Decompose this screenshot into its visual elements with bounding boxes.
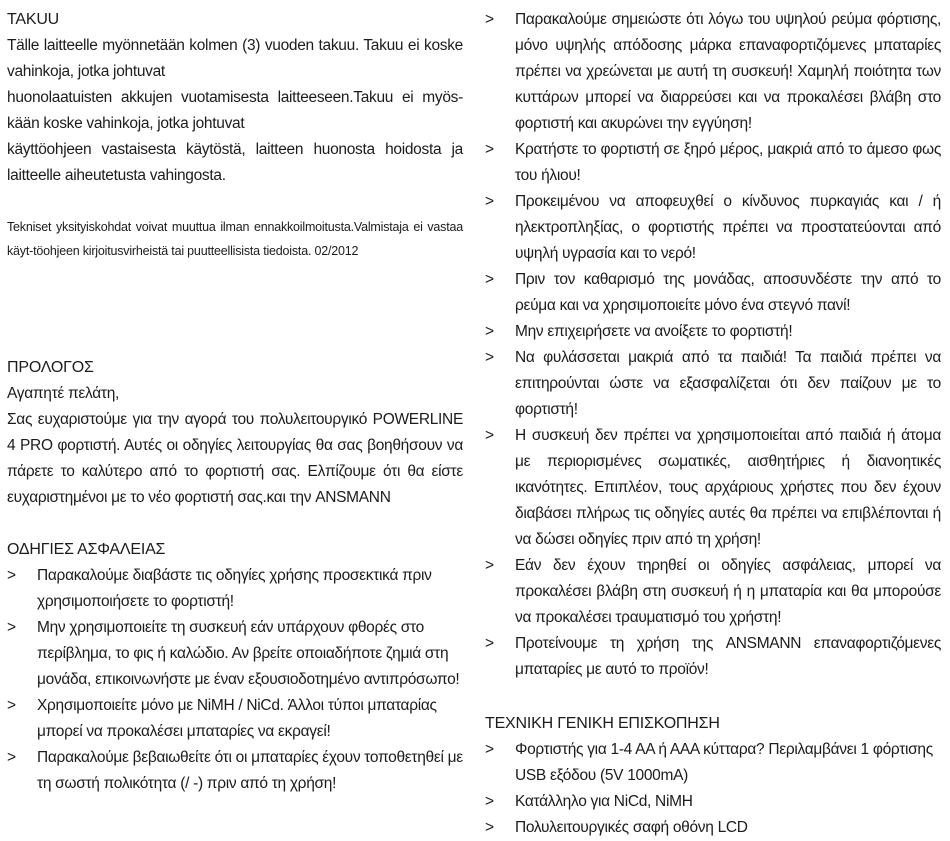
- warranty-title: TAKUU: [7, 11, 60, 28]
- technical-item: [485, 815, 941, 841]
- safety-item: [485, 553, 941, 631]
- left-column: [7, 7, 463, 841]
- technical-item: [485, 789, 941, 815]
- safety-item-text: Εάν δεν έχουν τηρηθεί οι οδηγίες ασφάλειας, μπορεί να προκαλέσει βλάβη στη συσκευή ή η μπαταρία και θα μπορούσε να προκαλέσει τραυματισμό του χρήστη!: [515, 557, 941, 626]
- technical-title: ΤΕΧΝΙΚΗ ΓΕΝΙΚΗ ΕΠΙΣΚΟΠΗΣΗ: [485, 715, 720, 732]
- bullet-marker: >: [7, 619, 16, 636]
- safety-item: [485, 423, 941, 553]
- prologue-salutation: Αγαπητέ πελάτη,: [7, 385, 120, 402]
- safety-item-text: Παρακαλούμε διαβάστε τις οδηγίες χρήσης προσεκτικά πριν χρησιμοποιήσετε το φορτιστή!: [37, 567, 432, 610]
- bullet-marker: >: [485, 819, 494, 836]
- bullet-marker: >: [485, 741, 494, 758]
- safety-item: [485, 137, 941, 189]
- safety-item: [485, 319, 941, 345]
- warranty-section: [7, 7, 463, 189]
- safety-item: [485, 7, 941, 137]
- bullet-marker: >: [485, 349, 494, 366]
- bullet-marker: >: [7, 567, 16, 584]
- safety-item-text: Παρακαλούμε βεβαιωθείτε ότι οι μπαταρίες έχουν τοποθετηθεί με τη σωστή πολικότητα (/ -) πριν από τη χρήση!: [37, 749, 463, 792]
- bullet-marker: >: [485, 11, 494, 28]
- safety-item: [7, 693, 463, 745]
- safety-item-text: Προτείνουμε τη χρήση της ANSMANN επαναφορτιζόμενες μπαταρίες με αυτό το προϊόν!: [515, 635, 941, 678]
- safety-item: [7, 745, 463, 797]
- safety-item: [485, 189, 941, 267]
- technical-item-text: Φορτιστής για 1-4 ΑΑ ή ΑΑΑ κύτταρα? Περιλαμβάνει 1 φόρτισης USB εξόδου (5V 1000mA): [515, 741, 933, 784]
- safety-list-continued: [485, 7, 941, 683]
- safety-title: ΟΔΗΓΙΕΣ ΑΣΦΑΛΕΙΑΣ: [7, 541, 166, 558]
- safety-section: [7, 537, 463, 797]
- bullet-marker: >: [7, 749, 16, 766]
- safety-item: [7, 615, 463, 693]
- warranty-paragraph: käyttöohjeen vastaisesta käytöstä, laitteen huonosta hoidosta ja laitteelle aiheutetusta vahingosta.: [7, 141, 463, 184]
- bullet-marker: >: [485, 557, 494, 574]
- technical-item: [485, 737, 941, 789]
- technical-item-text: Κατάλληλο για NiCd, NiMH: [515, 793, 693, 810]
- safety-item-text: Μην χρησιμοποιείτε τη συσκευή εάν υπάρχουν φθορές στο περίβλημα, το φις ή καλώδιο. Αν βρείτε οποιαδήποτε ζημιά στη μονάδα, επικοινωνήστε με έναν εξουσιοδοτημένο αντιπρόσωπο!: [37, 619, 460, 688]
- prologue-body: Σας ευχαριστούμε για την αγορά του πολυλειτουργικό POWERLINE 4 PRO φορτιστή. Αυτές οι οδηγίες λειτουργίας θα σας βοηθήσουν να πάρετε το καλύτερο από το φορτιστή σας. Ελπίζουμε ότι θα είστε ευχαριστημένοι με το νέο φορτιστή σας.και την ANSMANN: [7, 411, 463, 506]
- fine-print: Tekniset yksityiskohdat voivat muuttua ilman ennakkoilmoitusta.Valmistaja ei vastaa käyt-töohjeen kirjoitusvirheistä tai puutteellisista tiedoista. 02/2012: [7, 220, 463, 258]
- bullet-marker: >: [485, 323, 494, 340]
- warranty-body: [7, 33, 463, 189]
- safety-item: [485, 267, 941, 319]
- bullet-marker: >: [485, 793, 494, 810]
- prologue-section: [7, 355, 463, 511]
- technical-list: [485, 737, 941, 841]
- bullet-marker: >: [7, 697, 16, 714]
- safety-list: [7, 563, 463, 797]
- safety-item: [7, 563, 463, 615]
- prologue-title: ΠΡΟΛΟΓΟΣ: [7, 359, 94, 376]
- warranty-paragraph: Tälle laitteelle myönnetään kolmen (3) vuoden takuu. Takuu ei koske vahinkoja, jotka johtuvat: [7, 37, 463, 80]
- safety-item-text: Μην επιχειρήσετε να ανοίξετε το φορτιστή!: [515, 323, 793, 340]
- safety-item-text: Να φυλάσσεται μακριά από τα παιδιά! Τα παιδιά πρέπει να επιτηρούνται ώστε να εξασφαλίζεται ότι δεν παίζουν με το φορτιστή!: [515, 349, 941, 418]
- safety-item-text: Παρακαλούμε σημειώστε ότι λόγω του υψηλού ρεύμα φόρτισης, μόνο υψηλής απόδοσης μάρκα επαναφορτιζόμενες μπαταρίες πρέπει να χρεώνεται με αυτή τη συσκευή! Χαμηλή ποιότητα των κυττάρων μπορεί να διαρρεύσει και να προκαλέσει βλάβη στο φορτιστή και ακυρώνει την εγγύηση!: [515, 11, 941, 132]
- safety-item-text: Κρατήστε το φορτιστή σε ξηρό μέρος, μακριά από το άμεσο φως του ήλιου!: [515, 141, 941, 184]
- bullet-marker: >: [485, 271, 494, 288]
- right-column: [485, 7, 941, 841]
- safety-item: [485, 631, 941, 683]
- bullet-marker: >: [485, 635, 494, 652]
- safety-item-text: Προκειμένου να αποφευχθεί ο κίνδυνος πυρκαγιάς και / ή ηλεκτροπληξίας, ο φορτιστής πρέπει να προστατεύονται από υψηλή υγρασία και το νερό!: [515, 193, 941, 262]
- bullet-marker: >: [485, 141, 494, 158]
- safety-item-text: Χρησιμοποιείτε μόνο με NiMH / NiCd. Άλλοι τύποι μπαταρίας μπορεί να προκαλέσει μπαταρίες να εκραγεί!: [37, 697, 437, 740]
- safety-item-text: Πριν τον καθαρισμό της μονάδας, αποσυνδέστε την από το ρεύμα και να χρησιμοποιείτε μόνο ένα στεγνό πανί!: [515, 271, 941, 314]
- bullet-marker: >: [485, 193, 494, 210]
- technical-section: [485, 711, 941, 841]
- safety-item: [485, 345, 941, 423]
- bullet-marker: >: [485, 427, 494, 444]
- technical-item-text: Πολυλειτουργικές σαφή οθόνη LCD: [515, 819, 748, 836]
- warranty-paragraph: huonolaatuisten akkujen vuotamisesta laitteeseen.Takuu ei myös-kään koske vahinkoja, jotka johtuvat: [7, 89, 463, 132]
- safety-item-text: Η συσκευή δεν πρέπει να χρησιμοποιείται από παιδιά ή άτομα με περιορισμένες σωματικές, αισθητήριες ή διανοητικές ικανότητες. Επιπλέον, τους αρχάριους χρήστες που δεν έχουν διαβάσει πλήρως τις οδηγίες αυτές θα πρέπει να επιβλέπονται ή να δώσει οδηγίες πριν από τη χρήση!: [515, 427, 941, 548]
